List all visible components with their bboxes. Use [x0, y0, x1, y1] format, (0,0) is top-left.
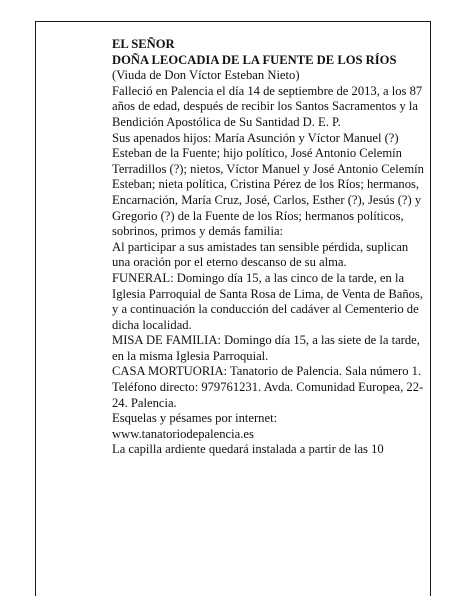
heading-line-1: EL SEÑOR — [112, 37, 175, 51]
obituary-text — [112, 37, 424, 458]
website-link[interactable]: www.tanatoriodepalencia.es — [112, 426, 254, 441]
family-mass-info: MISA DE FAMILIA: Domingo día 15, a las siete de la tarde, en la misma Iglesia Parroquial. — [112, 333, 420, 363]
online-condolences-label: Esquelas y pésames por internet: — [112, 411, 278, 426]
funeral-home-info: CASA MORTUORIA: Tanatorio de Palencia. Sala número 1. Teléfono directo: 979761231. Avda. Comunidad Europea, 22-24. Palencia. — [112, 364, 424, 410]
funeral-info: FUNERAL: Domingo día 15, a las cinco de la tarde, en la Iglesia Parroquial de Santa Rosa de Lima, de Venta de Baños, y a continuación la conducción del cadáver al Cementerio de dicha localidad. — [112, 270, 424, 332]
widow-note: (Viuda de Don Víctor Esteban Nieto) — [112, 68, 300, 83]
deceased-name: DOÑA LEOCADIA DE LA FUENTE DE LOS RÍOS — [112, 52, 397, 67]
chapel-info: La capilla ardiente quedará instalada a partir de las 10 — [112, 442, 384, 457]
prayer-request: Al participar a sus amistades tan sensible pérdida, suplican una oración por el eterno descanso de su alma. — [112, 239, 409, 270]
death-notice: Falleció en Palencia el día 14 de septiembre de 2013, a los 87 años de edad, después de recibir los Santos Sacramentos y la Bendición Apostólica de Su Santidad D. E. P. — [112, 83, 423, 129]
family-list: Sus apenados hijos: María Asunción y Víctor Manuel (?) Esteban de la Fuente; hijo político, José Antonio Celemín Terradillos (?); nietos, Víctor Manuel y José Antonio Celemín Esteban; nieta política, Cristina Pérez de los Ríos; hermanos, Encarnación, María Cruz, José, Carlos, Esther (?), Jesús (?) y Gregorio (?) de la Fuente de los Ríos; hermanos políticos, sobrinos, primos y demás familia: — [112, 130, 424, 239]
